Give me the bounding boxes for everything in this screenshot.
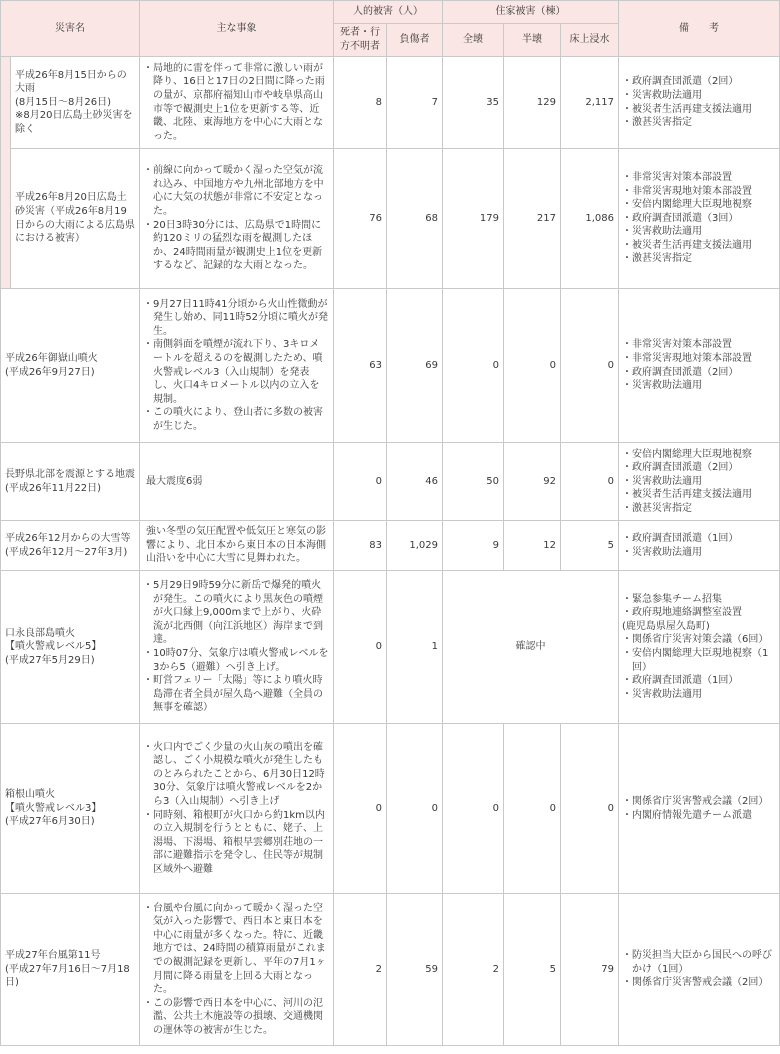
table-row bbox=[1, 571, 780, 724]
disaster-name bbox=[11, 57, 140, 149]
main-events bbox=[140, 894, 334, 1046]
event-item: ・ 5月29日9時59分に新岳で爆発的噴火が発生。この噴火により黒灰色の噴煙が火口縁上9,000mまで上がり、火砕流が北西側（向江浜地区）海岸まで到達。 bbox=[146, 579, 329, 647]
disaster-name bbox=[1, 289, 140, 443]
remarks bbox=[619, 894, 780, 1046]
disaster-name-text: 長野県北部を震源とする地震 (平成26年11月22日) bbox=[5, 468, 135, 494]
header-injured: 負傷者 bbox=[387, 24, 443, 57]
remark-item: ・ 内閣府情報先遣チーム派遣 bbox=[622, 809, 776, 823]
disaster-name bbox=[1, 521, 140, 571]
table-row bbox=[1, 443, 780, 521]
main-events bbox=[140, 57, 334, 149]
flood-count: 2,117 bbox=[561, 57, 619, 149]
half-collapse-count: 0 bbox=[504, 289, 561, 443]
header-above-floor: 床上浸水 bbox=[561, 24, 619, 57]
table-row bbox=[1, 289, 780, 443]
event-item: ・ 前線に向かって暖かく湿った空気が流れ込み、中国地方や九州北部地方を中心に大気の状態が非常に不安定となった。 bbox=[146, 164, 329, 218]
total-collapse-count: 9 bbox=[443, 521, 504, 571]
injured-count: 68 bbox=[387, 149, 443, 289]
remarks bbox=[619, 443, 780, 521]
event-item: ・ 同時刻、箱根町が火口から約1km以内の立入規制を行うとともに、姥子、上湯場、下湯場、箱根早雲郷別荘地の一部に避難指示を発令し、住民等が規制区域外へ避難 bbox=[146, 809, 329, 877]
remark-item: ・ 災害救助法適用 bbox=[622, 379, 776, 393]
dead-count: 63 bbox=[334, 289, 387, 443]
header-house-damage: 住家被害（棟） bbox=[443, 1, 619, 24]
flood-count: 0 bbox=[561, 443, 619, 521]
remarks bbox=[619, 57, 780, 149]
remark-item: ・ 災害救助法適用 bbox=[622, 89, 776, 103]
remark-item: ・ 緊急参集チーム招集 bbox=[622, 593, 776, 607]
disaster-name bbox=[1, 443, 140, 521]
event-item: ・ この噴火により、登山者に多数の被害が生じた。 bbox=[146, 406, 329, 433]
injured-count: 7 bbox=[387, 57, 443, 149]
event-item: ・ この影響で西日本を中心に、河川の氾濫、公共土木施設等の損壊、交通機関の運休等の被害が生じた。 bbox=[146, 997, 329, 1038]
remark-item: ・ 安倍内閣総理大臣現地視察（1回） bbox=[622, 647, 776, 674]
remark-item: ・ 災害救助法適用 bbox=[622, 688, 776, 702]
disaster-name-text: 箱根山噴火 【噴火警戒レベル3】 (平成27年6月30日) bbox=[5, 789, 102, 828]
remark-item: ・ 激甚災害指定 bbox=[622, 502, 776, 516]
event-item: ・ 火口内でごく少量の火山灰の噴出を確認し、ごく小規模な噴火が発生したものとみられたことから、6月30日12時30分、気象庁は噴火警戒レベルを2から3（入山規制）へ引き上げ bbox=[146, 741, 329, 809]
disaster-name-text: 平成26年御嶽山噴火 (平成26年9月27日) bbox=[5, 352, 98, 378]
main-events: 最大震度6弱 bbox=[140, 443, 334, 521]
remark-item: ・ 政府現地連絡調整室設置 bbox=[622, 606, 776, 620]
event-item: ・ 局地的に雷を伴って非常に激しい雨が降り、16日と17日の2日間に降った雨の量が、京都府福知山市や岐阜県高山市等で観測史上1位を更新する等、近畿、北陸、東海地方を中心に大雨となった。 bbox=[146, 62, 329, 144]
header-dead-missing: 死者・行方不明者 bbox=[334, 24, 387, 57]
remark-item: ・ 政府調査団派遣（1回） bbox=[622, 674, 776, 688]
table-row bbox=[1, 724, 780, 894]
injured-count: 1,029 bbox=[387, 521, 443, 571]
remark-item: ・ 政府調査団派遣（1回） bbox=[622, 532, 776, 546]
event-item: ・ 9月27日11時41分頃から火山性微動が発生し始め、同11時52分頃に噴火が発生。 bbox=[146, 298, 329, 339]
flood-count: 5 bbox=[561, 521, 619, 571]
table-row bbox=[1, 894, 780, 1046]
total-collapse-count: 50 bbox=[443, 443, 504, 521]
disaster-name bbox=[1, 894, 140, 1046]
remark-item bbox=[622, 620, 776, 634]
header-remarks: 備 考 bbox=[619, 1, 780, 57]
dead-count: 76 bbox=[334, 149, 387, 289]
remarks bbox=[619, 724, 780, 894]
total-collapse-count: 2 bbox=[443, 894, 504, 1046]
half-collapse-count: 0 bbox=[504, 724, 561, 894]
remark-item: ・ 政府調査団派遣（2回） bbox=[622, 75, 776, 89]
flood-count: 0 bbox=[561, 289, 619, 443]
remark-item: ・ 非常災害対策本部設置 bbox=[622, 338, 776, 352]
injured-count: 0 bbox=[387, 724, 443, 894]
group-indent bbox=[1, 57, 11, 289]
main-events bbox=[140, 149, 334, 289]
remark-item: ・ 激甚災害指定 bbox=[622, 252, 776, 266]
header-human-damage: 人的被害（人） bbox=[334, 1, 443, 24]
remark-item: ・ 関係省庁災害警戒会議（2回） bbox=[622, 976, 776, 990]
remark-item: ・ 政府調査団派遣（2回） bbox=[622, 366, 776, 380]
disaster-name bbox=[1, 724, 140, 894]
remark-item: ・ 被災者生活再建支援法適用 bbox=[622, 103, 776, 117]
disaster-name-text: 平成26年8月15日からの大雨 (8月15日～8月26日) ※8月20日広島土砂災害を除く bbox=[15, 69, 133, 135]
remark-location: (鹿児島県屋久島町) bbox=[622, 620, 710, 632]
table-row bbox=[1, 57, 780, 149]
injured-count: 1 bbox=[387, 571, 443, 724]
header-disaster-name: 災害名 bbox=[1, 1, 140, 57]
remarks bbox=[619, 149, 780, 289]
dead-count: 8 bbox=[334, 57, 387, 149]
half-collapse-count: 129 bbox=[504, 57, 561, 149]
total-collapse-count: 35 bbox=[443, 57, 504, 149]
total-collapse-count: 0 bbox=[443, 289, 504, 443]
header-total-collapse: 全壊 bbox=[443, 24, 504, 57]
remark-item: ・ 被災者生活再建支援法適用 bbox=[622, 488, 776, 502]
header-half-collapse: 半壊 bbox=[504, 24, 561, 57]
disaster-name-text: 平成26年12月からの大雪等 (平成26年12月～27年3月) bbox=[5, 532, 131, 558]
disaster-name-text: 平成27年台風第11号 (平成27年7月16日～7月18日) bbox=[5, 950, 130, 989]
main-events bbox=[140, 289, 334, 443]
house-damage-status: 確認中 bbox=[443, 571, 619, 724]
dead-count: 83 bbox=[334, 521, 387, 571]
event-item: ・ 20日3時30分には、広島県で1時間に約120ミリの猛烈な雨を観測したほか、24時間雨量が観測史上1位を更新するなど、記録的な大雨となった。 bbox=[146, 219, 329, 273]
event-item: ・ 南側斜面を噴煙が流れ下り、3キロメートルを超えるのを観測したため、噴火警戒レベル3（入山規制）を発表し、火口4キロメートル以内の立入を規制。 bbox=[146, 338, 329, 406]
remarks bbox=[619, 289, 780, 443]
main-events bbox=[140, 571, 334, 724]
dead-count: 2 bbox=[334, 894, 387, 1046]
remark-item: ・ 非常災害現地対策本部設置 bbox=[622, 352, 776, 366]
event-item: ・ 台風や台風に向かって暖かく湿った空気が入った影響で、西日本と東日本を中心に雨量が多くなった。特に、近畿地方では、24時間の積算雨量がこれまでの観測記録を更新し、平年の7月1ヶ月間に降る雨量を上回る大雨となった。 bbox=[146, 902, 329, 997]
dead-count: 0 bbox=[334, 724, 387, 894]
table-row bbox=[1, 521, 780, 571]
remark-item: ・ 被災者生活再建支援法適用 bbox=[622, 239, 776, 253]
remark-item: ・ 関係省庁災害対策会議（6回） bbox=[622, 633, 776, 647]
flood-count: 79 bbox=[561, 894, 619, 1046]
half-collapse-count: 5 bbox=[504, 894, 561, 1046]
remark-item: ・ 政府調査団派遣（2回） bbox=[622, 461, 776, 475]
event-item: ・ 10時07分、気象庁は噴火警戒レベルを3から5（避難）へ引き上げ。 bbox=[146, 647, 329, 674]
injured-count: 46 bbox=[387, 443, 443, 521]
remark-item: ・ 激甚災害指定 bbox=[622, 116, 776, 130]
remarks bbox=[619, 571, 780, 724]
dead-count: 0 bbox=[334, 443, 387, 521]
remark-item: ・ 政府調査団派遣（3回） bbox=[622, 212, 776, 226]
remark-item: ・ 災害救助法適用 bbox=[622, 546, 776, 560]
disaster-name bbox=[1, 571, 140, 724]
disaster-name: 平成26年8月20日広島土砂災害（平成26年8月19日からの大雨による広島県における被害） bbox=[11, 149, 140, 289]
total-collapse-count: 179 bbox=[443, 149, 504, 289]
flood-count: 0 bbox=[561, 724, 619, 894]
dead-count: 0 bbox=[334, 571, 387, 724]
remark-item: ・ 関係省庁災害警戒会議（2回） bbox=[622, 795, 776, 809]
table-row bbox=[1, 149, 780, 289]
remark-item: ・ 災害救助法適用 bbox=[622, 225, 776, 239]
remark-item: ・ 非常災害対策本部設置 bbox=[622, 171, 776, 185]
remark-item: ・ 安倍内閣総理大臣現地視察 bbox=[622, 198, 776, 212]
event-item: ・ 町営フェリー「太陽」等により噴火時島滞在者全員が屋久島へ避難（全員の無事を確認） bbox=[146, 674, 329, 715]
half-collapse-count: 92 bbox=[504, 443, 561, 521]
disaster-name-text: 口永良部島噴火 【噴火警戒レベル5】 (平成27年5月29日) bbox=[5, 627, 102, 666]
remarks bbox=[619, 521, 780, 571]
injured-count: 59 bbox=[387, 894, 443, 1046]
injured-count: 69 bbox=[387, 289, 443, 443]
remark-item: ・ 災害救助法適用 bbox=[622, 475, 776, 489]
header-main-events: 主な事象 bbox=[140, 1, 334, 57]
main-events: 強い冬型の気圧配置や低気圧と寒気の影響により、北日本から東日本の日本海側山沿いを中心に大雪に見舞われた。 bbox=[140, 521, 334, 571]
remark-item: ・ 非常災害現地対策本部設置 bbox=[622, 185, 776, 199]
half-collapse-count: 12 bbox=[504, 521, 561, 571]
remark-item: ・ 安倍内閣総理大臣現地視察 bbox=[622, 448, 776, 462]
main-events bbox=[140, 724, 334, 894]
half-collapse-count: 217 bbox=[504, 149, 561, 289]
total-collapse-count: 0 bbox=[443, 724, 504, 894]
remark-item: ・ 防災担当大臣から国民への呼びかけ（1回） bbox=[622, 949, 776, 976]
flood-count: 1,086 bbox=[561, 149, 619, 289]
